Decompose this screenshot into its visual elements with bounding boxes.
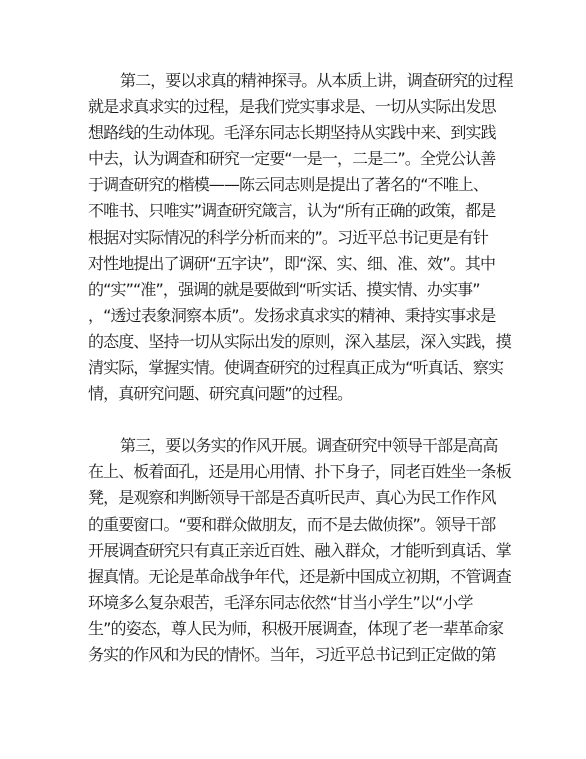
text-line: 想路线的生动体现。毛泽东同志长期坚持从实践中来、到实践 (88, 123, 496, 143)
text-line: 环境多么复杂艰苦，毛泽东同志依然“甘当小学生”以“小学 (88, 592, 473, 612)
paragraph-second-point (88, 68, 516, 407)
text-line: 不唯书、只唯实”调查研究箴言，认为“所有正确的政策，都是 (88, 201, 496, 221)
text-line: 第二，要以求真的精神探寻。从本质上讲，调查研究的过程 (120, 71, 513, 90)
text-line: 情，真研究问题、研究真问题”的过程。 (88, 384, 353, 404)
text-line: 中去，认为调查和研究一定要“一是一，二是二”。全党公认善 (88, 149, 496, 169)
text-line: 清实际，掌握实情。使调查研究的过程真正成为“听真话、察实 (88, 358, 504, 378)
document-body (88, 68, 516, 668)
text-line: 的重要窗口。“要和群众做朋友，而不是去做侦探”。领导干部 (88, 514, 496, 534)
paragraph-spacer (88, 407, 516, 433)
text-line: 的“实”“准”，强调的就是要做到“听实话、摸实情、办实事” (88, 279, 480, 299)
text-line: 在上、板着面孔，还是用心用情、扑下身子，同老百姓坐一条板 (88, 462, 511, 482)
text-line: ，“透过表象洞察本质”。发扬求真求实的精神、秉持实事求是 (88, 305, 496, 325)
text-line: 就是求真求实的过程，是我们党实事求是、一切从实际出发思 (88, 97, 496, 117)
text-line: 根据对实际情况的科学分析而来的”。习近平总书记更是有针 (88, 227, 488, 247)
text-line: 凳，是观察和判断领导干部是否真听民声、真心为民工作作风 (88, 488, 496, 508)
text-line: 务实的作风和为民的情怀。当年，习近平总书记到正定做的第 (88, 644, 496, 664)
text-line: 的态度、坚持一切从实际出发的原则，深入基层，深入实践，摸 (88, 331, 511, 351)
text-line: 生”的姿态，尊人民为师，积极开展调查，体现了老一辈革命家 (88, 618, 504, 638)
text-line: 于调查研究的楷模——陈云同志则是提出了著名的“不唯上、 (88, 175, 488, 195)
paragraph-third-point (88, 433, 516, 668)
text-line: 开展调查研究只有真正亲近百姓、融入群众，才能听到真话、掌 (88, 540, 511, 560)
text-line: 握真情。无论是革命战争年代，还是新中国成立初期，不管调查 (88, 566, 511, 586)
text-line: 对性地提出了调研“五字诀”，即“深、实、细、准、效”。其中 (88, 253, 496, 273)
text-line: 第三，要以务实的作风开展。调查研究中领导干部是高高 (120, 436, 498, 456)
